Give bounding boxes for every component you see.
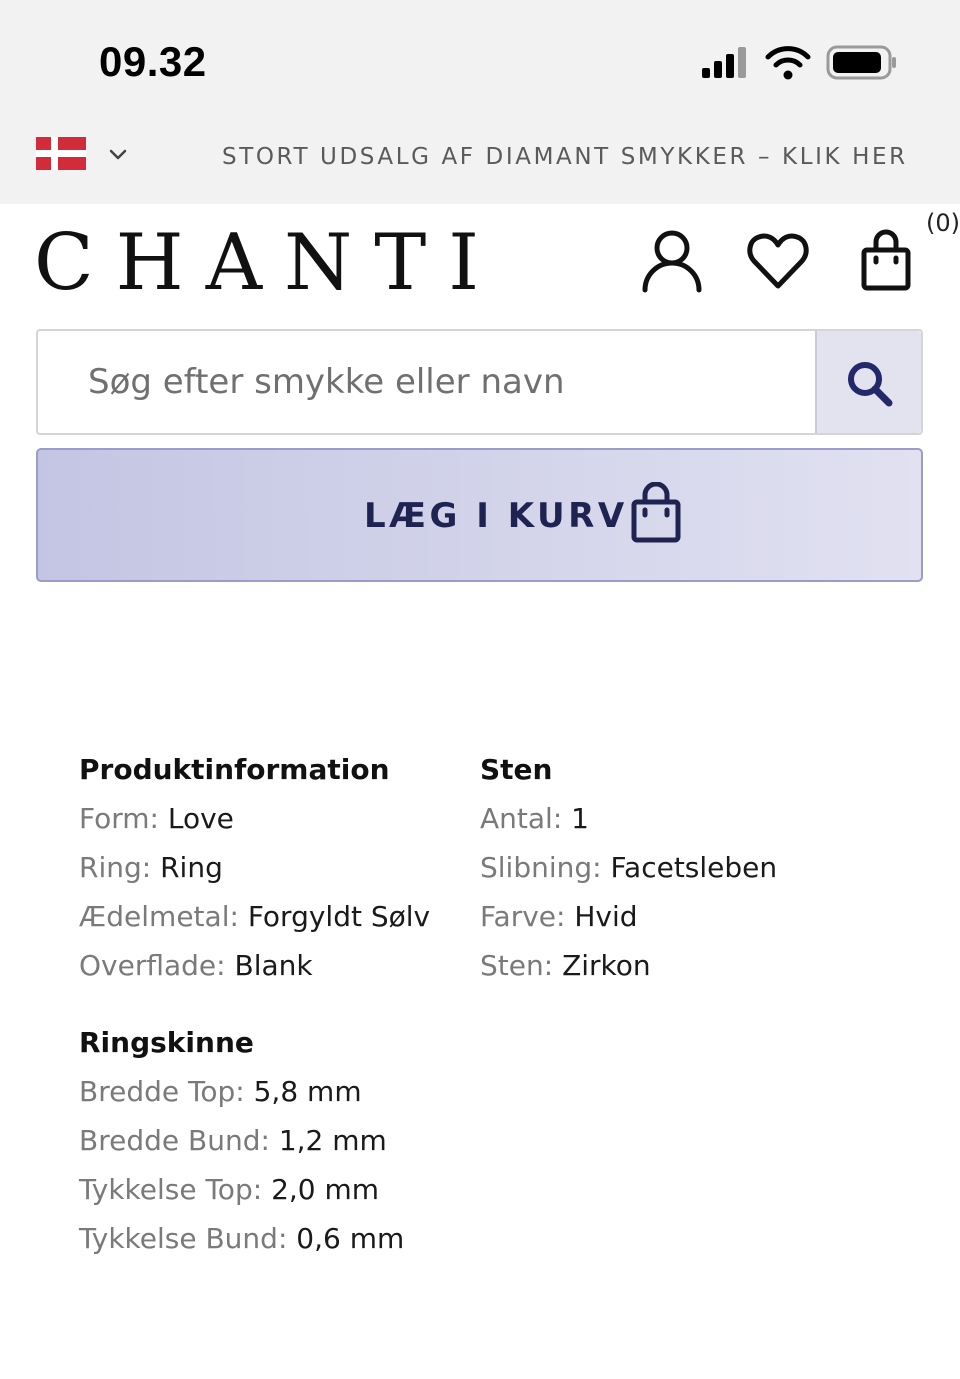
search-input[interactable] [38,331,816,433]
spec-value: 2,0 mm [271,1173,380,1206]
brand-logo[interactable]: CHANTI [34,218,502,308]
spec-label: Slibning: [480,851,602,884]
denmark-flag-icon[interactable] [36,137,86,170]
product-info-heading: Produktinformation [79,753,390,786]
spec-label: Ring: [79,851,152,884]
stone-heading: Sten [480,753,553,786]
promo-link[interactable]: STORT UDSALG AF DIAMANT SMYKKER – KLIK HER [222,144,908,170]
spec-value: 0,6 mm [296,1222,405,1255]
spec-row [79,1124,387,1158]
spec-value: 1,2 mm [278,1124,387,1157]
spec-row [79,900,430,934]
search-button[interactable] [815,331,921,433]
search-bar [36,329,923,435]
add-to-cart-button[interactable] [36,448,923,582]
spec-value: Love [167,802,234,835]
spec-row [79,1075,362,1109]
wifi-icon [768,49,808,80]
shopping-bag-icon [630,482,682,544]
spec-value: Ring [160,851,223,884]
cart-count-badge[interactable]: (0) [926,209,960,237]
account-icon[interactable] [640,228,704,294]
spec-label: Form: [79,802,159,835]
battery-icon [828,47,896,78]
status-time: 09.32 [99,38,207,85]
spec-value: Facetsleben [610,851,778,884]
spec-row [480,900,638,934]
spec-row [480,949,651,983]
spec-row [480,802,589,836]
spec-row [79,802,234,836]
spec-row [79,949,313,983]
search-icon [844,358,896,410]
spec-label: Farve: [480,900,566,933]
spec-value: Hvid [574,900,638,933]
spec-value: Zirkon [562,949,651,982]
spec-value: Forgyldt Sølv [247,900,431,933]
spec-row [480,851,777,885]
spec-label: Overflade: [79,949,226,982]
spec-label: Sten: [480,949,554,982]
top-banner [0,0,960,204]
cellular-signal-icon [702,47,746,78]
spec-row [79,1173,379,1207]
spec-label: Ædelmetal: [79,900,239,933]
spec-row [79,851,223,885]
heart-icon[interactable] [746,228,810,294]
spec-row [79,1222,404,1256]
spec-label: Tykkelse Top: [79,1173,263,1206]
add-to-cart-label: LÆG I KURV [364,496,628,536]
band-heading: Ringskinne [79,1026,254,1059]
spec-value: Blank [234,949,313,982]
shopping-bag-icon[interactable] [854,228,918,294]
spec-label: Bredde Bund: [79,1124,270,1157]
spec-label: Bredde Top: [79,1075,245,1108]
spec-label: Antal: [480,802,563,835]
chevron-down-icon[interactable] [108,146,128,162]
spec-label: Tykkelse Bund: [79,1222,288,1255]
status-icons [700,42,900,86]
spec-value: 1 [571,802,589,835]
spec-value: 5,8 mm [253,1075,362,1108]
